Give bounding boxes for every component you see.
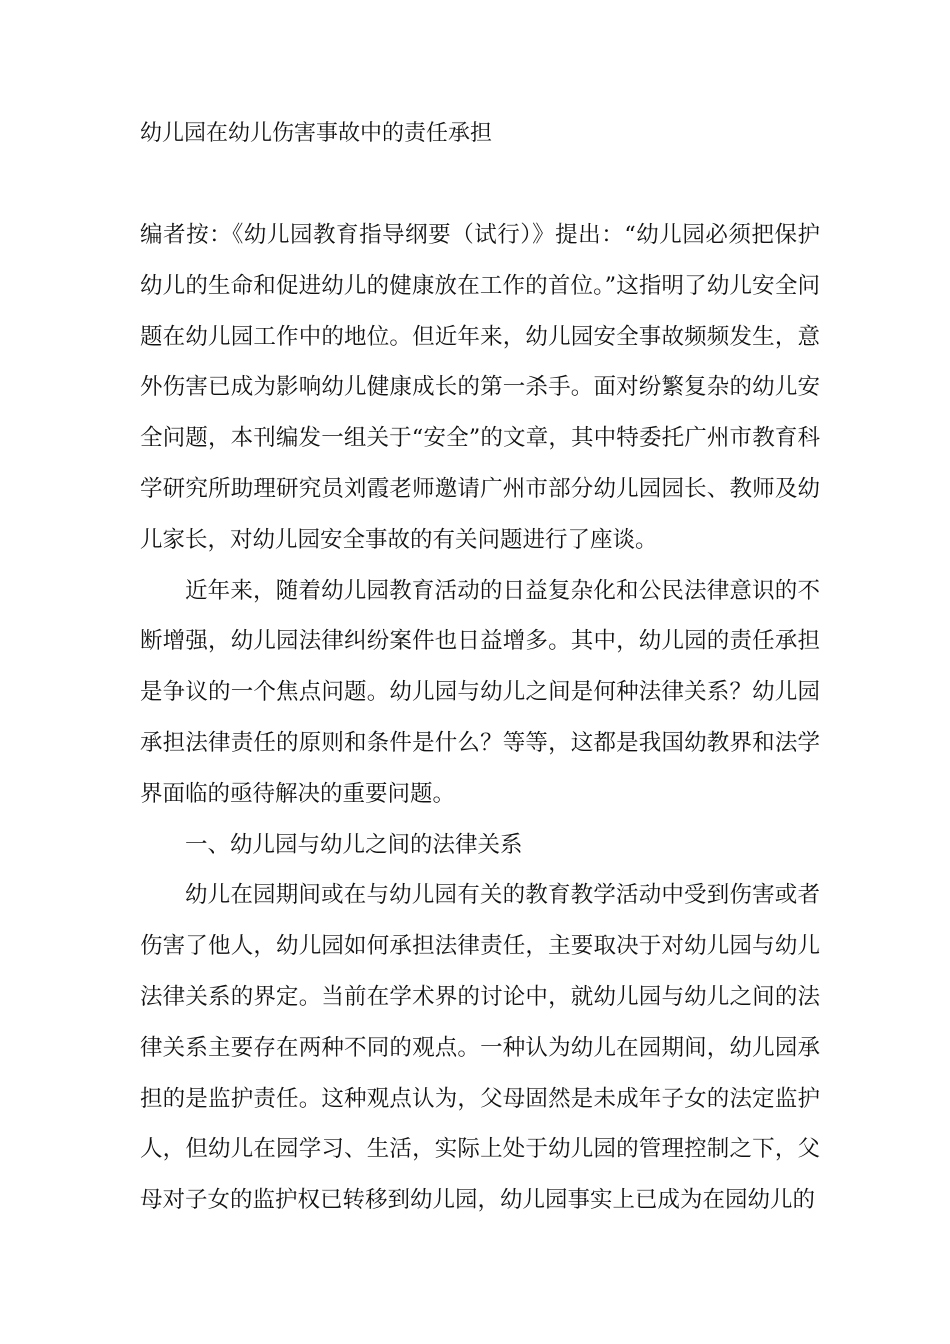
intro-paragraph: 近年来，随着幼儿园教育活动的日益复杂化和公民法律意识的不断增强，幼儿园法律纠纷案件也日益增多。其中，幼儿园的责任承担是争议的一个焦点问题。幼儿园与幼儿之间是何种法律关系？幼儿园承担法律责任的原则和条件是什么？等等，这都是我国幼教界和法学界面临的亟待解决的重要问题。 — [140, 577, 820, 807]
section-heading: 一、幼儿园与幼儿之间的法律关系 — [185, 831, 523, 858]
editor-note-paragraph: 编者按：《幼儿园教育指导纲要（试行）》提出：“幼儿园必须把保护幼儿的生命和促进幼儿的健康放在工作的首位。”这指明了幼儿安全问题在幼儿园工作中的地位。但近年来，幼儿园安全事故频频发生，意外伤害已成为影响幼儿健康成长的第一杀手。面对纷繁复杂的幼儿安全问题，本刊编发一组关于“安全”的文章，其中特委托广州市教育科学研究所助理研究员刘霞老师邀请广州市部分幼儿园园长、教师及幼儿家长，对幼儿园安全事故的有关问题进行了座谈。 — [140, 222, 820, 553]
document-title: 幼儿园在幼儿伤害事故中的责任承担 — [140, 121, 493, 146]
document-body — [140, 210, 820, 1226]
body-paragraph: 幼儿在园期间或在与幼儿园有关的教育教学活动中受到伤害或者伤害了他人，幼儿园如何承担法律责任，主要取决于对幼儿园与幼儿法律关系的界定。当前在学术界的讨论中，就幼儿园与幼儿之间的法律关系主要存在两种不同的观点。一种认为幼儿在园期间，幼儿园承担的是监护责任。这种观点认为，父母固然是未成年子女的法定监护人，但幼儿在园学习、生活，实际上处于幼儿园的管理控制之下，父母对子女的监护权已转移到幼儿园，幼儿园事实上已成为在园幼儿的 — [140, 882, 820, 1214]
